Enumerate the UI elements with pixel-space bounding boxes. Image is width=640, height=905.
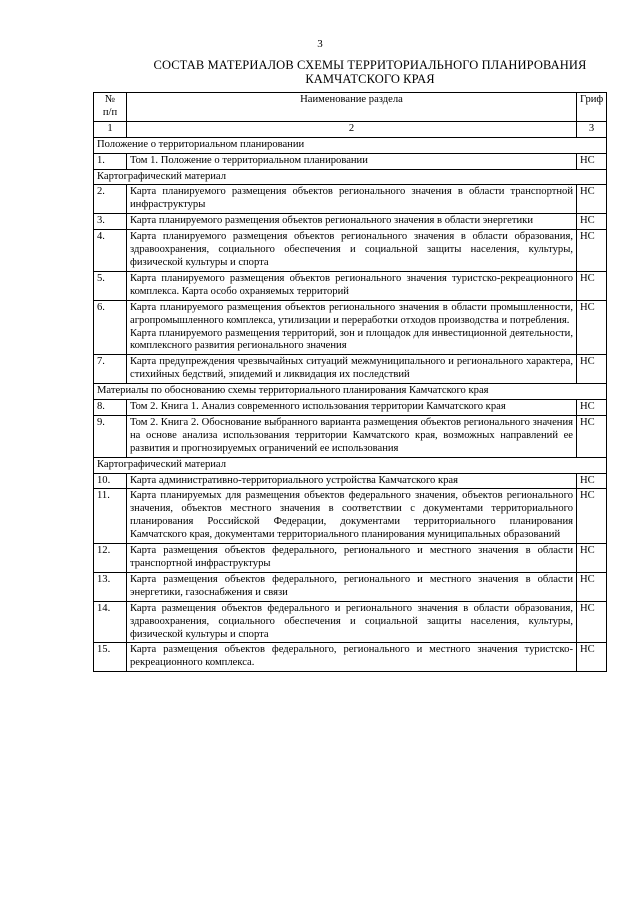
row-number: 1. bbox=[94, 153, 127, 169]
table-row bbox=[94, 572, 607, 601]
row-number: 7. bbox=[94, 355, 127, 384]
table-row bbox=[94, 601, 607, 643]
table-row bbox=[94, 300, 607, 355]
document-title bbox=[110, 58, 630, 86]
row-number: 4. bbox=[94, 230, 127, 272]
row-section-name bbox=[127, 214, 577, 230]
section-heading-row bbox=[94, 457, 607, 473]
document-title-line-1: СОСТАВ МАТЕРИАЛОВ СХЕМЫ ТЕРРИТОРИАЛЬНОГО ПЛАНИРОВАНИЯ bbox=[153, 58, 587, 72]
header-number-abbrev: п/п bbox=[102, 106, 118, 118]
header-number-symbol: № bbox=[104, 94, 116, 105]
row-grif: НС bbox=[577, 230, 607, 272]
row-grif: НС bbox=[577, 185, 607, 214]
page-number: 3 bbox=[317, 38, 323, 50]
row-grif: НС bbox=[577, 400, 607, 416]
row-number: 3. bbox=[94, 214, 127, 230]
row-section-name-paragraph: Карта административно-территориального устройства Камчатского края bbox=[130, 474, 458, 486]
column-index-3: 3 bbox=[577, 121, 607, 137]
row-section-name-paragraph: Карта планируемых для размещения объектов федерального значения, объектов регионального значения, объектов местного значения в соответствии с документами территориального планирования Российской Федерации, документами территориального планирования Камчатского края, документами территориального планирования муниципальных образований bbox=[130, 490, 573, 541]
row-grif: НС bbox=[577, 153, 607, 169]
row-section-name bbox=[127, 271, 577, 300]
table-row bbox=[94, 415, 607, 457]
row-grif: НС bbox=[577, 643, 607, 672]
row-number: 13. bbox=[94, 572, 127, 601]
table-row bbox=[94, 400, 607, 416]
row-section-name-paragraph: Карта планируемого размещения территорий, зон и площадок для инвестиционной деятельности, комплексного развития регионального значения bbox=[130, 327, 573, 352]
row-section-name bbox=[127, 355, 577, 384]
table-row bbox=[94, 643, 607, 672]
row-grif: НС bbox=[577, 489, 607, 544]
section-heading-row bbox=[94, 384, 607, 400]
row-number: 2. bbox=[94, 185, 127, 214]
section-heading: Картографический материал bbox=[94, 169, 607, 185]
section-heading: Картографический материал bbox=[94, 457, 607, 473]
row-grif: НС bbox=[577, 572, 607, 601]
row-section-name bbox=[127, 153, 577, 169]
row-number: 6. bbox=[94, 300, 127, 355]
row-number: 15. bbox=[94, 643, 127, 672]
column-index-2: 2 bbox=[127, 121, 577, 137]
row-section-name bbox=[127, 400, 577, 416]
row-grif: НС bbox=[577, 544, 607, 573]
table-row bbox=[94, 271, 607, 300]
row-section-name-paragraph: Том 1. Положение о территориальном планировании bbox=[130, 154, 368, 166]
row-grif: НС bbox=[577, 601, 607, 643]
row-section-name-paragraph: Карта планируемого размещения объектов регионального значения в области образования, здравоохранения, социального обеспечения и социальной защиты населения, культуры, физической культуры и спорта bbox=[130, 231, 573, 268]
section-heading-row bbox=[94, 169, 607, 185]
section-heading-row bbox=[94, 137, 607, 153]
row-number: 9. bbox=[94, 415, 127, 457]
row-section-name-paragraph: Карта планируемого размещения объектов регионального значения туристско-рекреационного комплекса. Карта особо охраняемых территорий bbox=[130, 272, 573, 297]
table-row bbox=[94, 153, 607, 169]
row-number: 14. bbox=[94, 601, 127, 643]
row-grif: НС bbox=[577, 415, 607, 457]
row-section-name-paragraph: Карта размещения объектов федерального, регионального и местного значения в области транспортной инфраструктуры bbox=[130, 545, 573, 569]
row-section-name bbox=[127, 544, 577, 573]
header-number bbox=[94, 93, 127, 122]
row-section-name bbox=[127, 572, 577, 601]
table-row bbox=[94, 489, 607, 544]
row-number: 8. bbox=[94, 400, 127, 416]
row-number: 12. bbox=[94, 544, 127, 573]
row-section-name bbox=[127, 300, 577, 355]
table-row bbox=[94, 185, 607, 214]
row-grif: НС bbox=[577, 473, 607, 489]
row-section-name bbox=[127, 230, 577, 272]
header-section-name: Наименование раздела bbox=[127, 93, 577, 122]
table-row bbox=[94, 214, 607, 230]
row-section-name-paragraph: Том 2. Книга 1. Анализ современного использования территории Камчатского края bbox=[130, 401, 506, 413]
row-number: 11. bbox=[94, 489, 127, 544]
row-section-name-paragraph: Карта планируемого размещения объектов регионального значения в области транспортной инфраструктуры bbox=[130, 186, 573, 211]
table-row bbox=[94, 544, 607, 573]
row-section-name bbox=[127, 489, 577, 544]
table-row bbox=[94, 355, 607, 384]
row-section-name bbox=[127, 601, 577, 643]
row-section-name bbox=[127, 185, 577, 214]
row-grif: НС bbox=[577, 355, 607, 384]
row-grif: НС bbox=[577, 271, 607, 300]
section-heading: Материалы по обоснованию схемы территориального планирования Камчатского края bbox=[94, 384, 607, 400]
column-index-row bbox=[94, 121, 607, 137]
row-section-name-paragraph: Карта планируемого размещения объектов регионального значения в области промышленности, агропромышленного комплекса, утилизации и переработки отходов производства и потребления. bbox=[130, 301, 573, 326]
section-heading: Положение о территориальном планировании bbox=[94, 137, 607, 153]
materials-table bbox=[93, 92, 607, 672]
table-header-row bbox=[94, 93, 607, 122]
row-section-name-paragraph: Том 2. Книга 2. Обоснование выбранного варианта размещения объектов регионального значения на основе анализа использования территории Камчатского края, возможных направлений ее развития и прогнозируемых ограничений ее использования bbox=[130, 416, 573, 454]
table-body bbox=[94, 137, 607, 672]
row-number: 5. bbox=[94, 271, 127, 300]
row-grif: НС bbox=[577, 300, 607, 355]
column-index-1: 1 bbox=[94, 121, 127, 137]
row-section-name-paragraph: Карта размещения объектов федерального, регионального и местного значения в области энергетики, газоснабжения и связи bbox=[130, 573, 573, 598]
table-row bbox=[94, 230, 607, 272]
row-section-name bbox=[127, 473, 577, 489]
row-section-name bbox=[127, 415, 577, 457]
row-section-name-paragraph: Карта планируемого размещения объектов регионального значения в области энергетики bbox=[130, 215, 533, 227]
header-grif: Гриф bbox=[577, 93, 607, 122]
document-title-line-2: КАМЧАТСКОГО КРАЯ bbox=[305, 72, 435, 86]
row-section-name bbox=[127, 643, 577, 672]
row-section-name-paragraph: Карта размещения объектов федерального, регионального и местного значения туристско-рекреационного комплекса. bbox=[130, 644, 573, 669]
row-number: 10. bbox=[94, 473, 127, 489]
table-row bbox=[94, 473, 607, 489]
row-grif: НС bbox=[577, 214, 607, 230]
row-section-name-paragraph: Карта предупреждения чрезвычайных ситуаций межмуниципального и регионального характера, стихийных бедствий, эпидемий и ликвидация их последствий bbox=[130, 356, 573, 381]
row-section-name-paragraph: Карта размещения объектов федерального и регионального значения в области образования, здравоохранения, социального обеспечения и социальной защиты населения, культуры, физической культуры и спорта bbox=[130, 602, 573, 640]
